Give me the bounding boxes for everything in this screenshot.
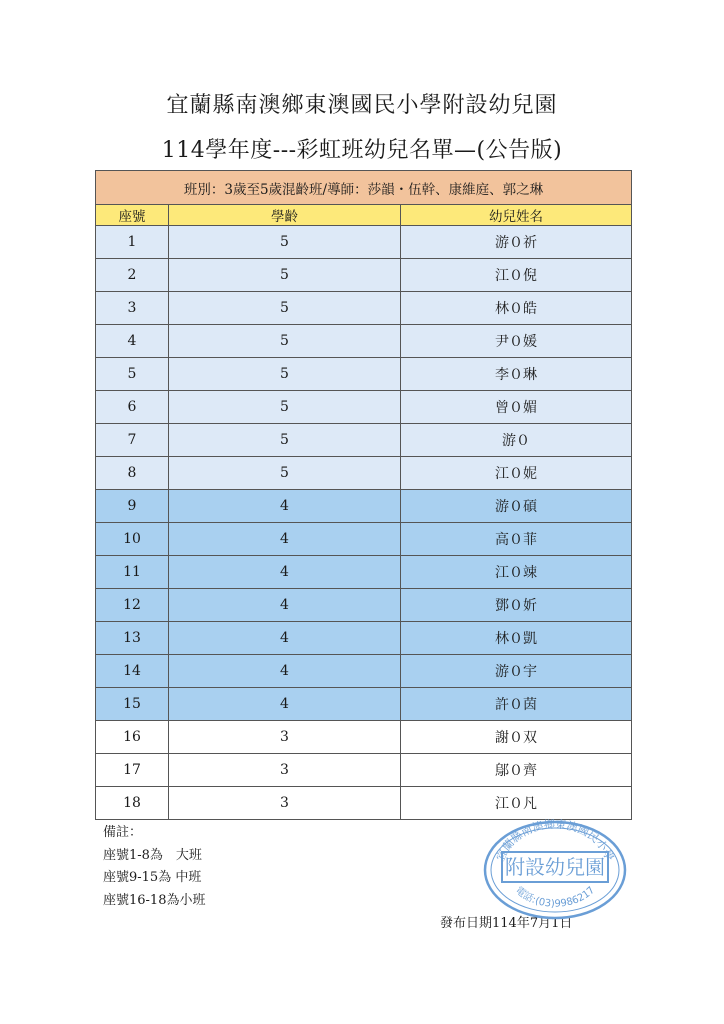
note-line: 座號16-18為小班 (103, 892, 206, 908)
age-cell: 4 (169, 688, 401, 721)
seat-number-cell: 18 (96, 787, 169, 820)
note-line: 座號1-8為 大班 (103, 847, 202, 863)
note-line: 座號9-15為 中班 (103, 870, 202, 885)
stamp-outer-text: 宜蘭縣南澳鄉東澳國民小學 (493, 817, 617, 863)
age-cell: 5 (169, 457, 401, 490)
table-row (96, 391, 632, 424)
stamp-center-text: 附設幼兒園 (505, 855, 605, 879)
child-name-cell: 曾０媚 (401, 391, 632, 424)
table-row (96, 754, 632, 787)
table-row (96, 589, 632, 622)
age-cell: 4 (169, 523, 401, 556)
table-row (96, 325, 632, 358)
child-name-cell: 江０凡 (401, 787, 632, 820)
child-name-cell: 謝０双 (401, 721, 632, 754)
child-name-cell: 尹０媛 (401, 325, 632, 358)
table-row (96, 688, 632, 721)
roster-title: 114學年度---彩虹班幼兒名單—(公告版) (161, 138, 563, 163)
child-name-cell: 游０宇 (401, 655, 632, 688)
table-row (96, 226, 632, 259)
roster-table (95, 170, 632, 820)
release-date: 發布日期114年7月1日 (440, 916, 573, 931)
header-child-name: 幼兒姓名 (401, 205, 632, 226)
table-row (96, 622, 632, 655)
age-cell: 5 (169, 259, 401, 292)
child-name-cell: 高０菲 (401, 523, 632, 556)
seat-number-cell: 13 (96, 622, 169, 655)
seat-number-cell: 15 (96, 688, 169, 721)
child-name-cell: 游０祈 (401, 226, 632, 259)
table-row (96, 292, 632, 325)
seat-number-cell: 10 (96, 523, 169, 556)
seat-number-cell: 4 (96, 325, 169, 358)
header-age: 學齡 (169, 205, 401, 226)
table-row (96, 655, 632, 688)
age-cell: 4 (169, 490, 401, 523)
class-info-row (96, 171, 632, 205)
seat-number-cell: 9 (96, 490, 169, 523)
child-name-cell: 江０倪 (401, 259, 632, 292)
child-name-cell: 許０茵 (401, 688, 632, 721)
age-cell: 3 (169, 787, 401, 820)
age-cell: 5 (169, 226, 401, 259)
age-cell: 5 (169, 325, 401, 358)
child-name-cell: 游０ (401, 424, 632, 457)
age-cell: 3 (169, 721, 401, 754)
stamp-phone-text: 電話:(03)9986217 (512, 884, 598, 910)
seat-number-cell: 8 (96, 457, 169, 490)
seat-number-cell: 6 (96, 391, 169, 424)
age-cell: 4 (169, 589, 401, 622)
class-info: 班別：3歲至5歲混齡班/導師：莎韻・伍幹、康維庭、郭之琳 (96, 171, 632, 205)
table-row (96, 424, 632, 457)
seat-number-cell: 1 (96, 226, 169, 259)
seat-number-cell: 16 (96, 721, 169, 754)
age-cell: 4 (169, 556, 401, 589)
age-cell: 4 (169, 655, 401, 688)
school-title: 宜蘭縣南澳鄉東澳國民小學附設幼兒園 (166, 93, 558, 118)
notes-heading: 備註： (103, 825, 143, 840)
age-cell: 4 (169, 622, 401, 655)
table-row (96, 457, 632, 490)
seat-number-cell: 11 (96, 556, 169, 589)
table-row (96, 556, 632, 589)
table-row (96, 721, 632, 754)
child-name-cell: 鄔０齊 (401, 754, 632, 787)
age-cell: 5 (169, 391, 401, 424)
child-name-cell: 江０妮 (401, 457, 632, 490)
table-row (96, 523, 632, 556)
table-row (96, 490, 632, 523)
seat-number-cell: 2 (96, 259, 169, 292)
kindergarten-seal (480, 812, 630, 920)
seat-number-cell: 14 (96, 655, 169, 688)
seat-number-cell: 7 (96, 424, 169, 457)
age-cell: 5 (169, 424, 401, 457)
child-name-cell: 游０碩 (401, 490, 632, 523)
seat-number-cell: 5 (96, 358, 169, 391)
child-name-cell: 林０凱 (401, 622, 632, 655)
notes-section (103, 822, 205, 912)
table-header-row (96, 205, 632, 226)
child-name-cell: 江０竦 (401, 556, 632, 589)
child-name-cell: 林０皓 (401, 292, 632, 325)
table-row (96, 358, 632, 391)
seat-number-cell: 12 (96, 589, 169, 622)
age-cell: 3 (169, 754, 401, 787)
child-name-cell: 李０琳 (401, 358, 632, 391)
svg-text:電話:(03)9986217 (513, 884, 597, 910)
seat-number-cell: 17 (96, 754, 169, 787)
child-name-cell: 鄧０妡 (401, 589, 632, 622)
seat-number-cell: 3 (96, 292, 169, 325)
age-cell: 5 (169, 292, 401, 325)
age-cell: 5 (169, 358, 401, 391)
table-row (96, 259, 632, 292)
header-seat-number: 座號 (96, 205, 169, 226)
